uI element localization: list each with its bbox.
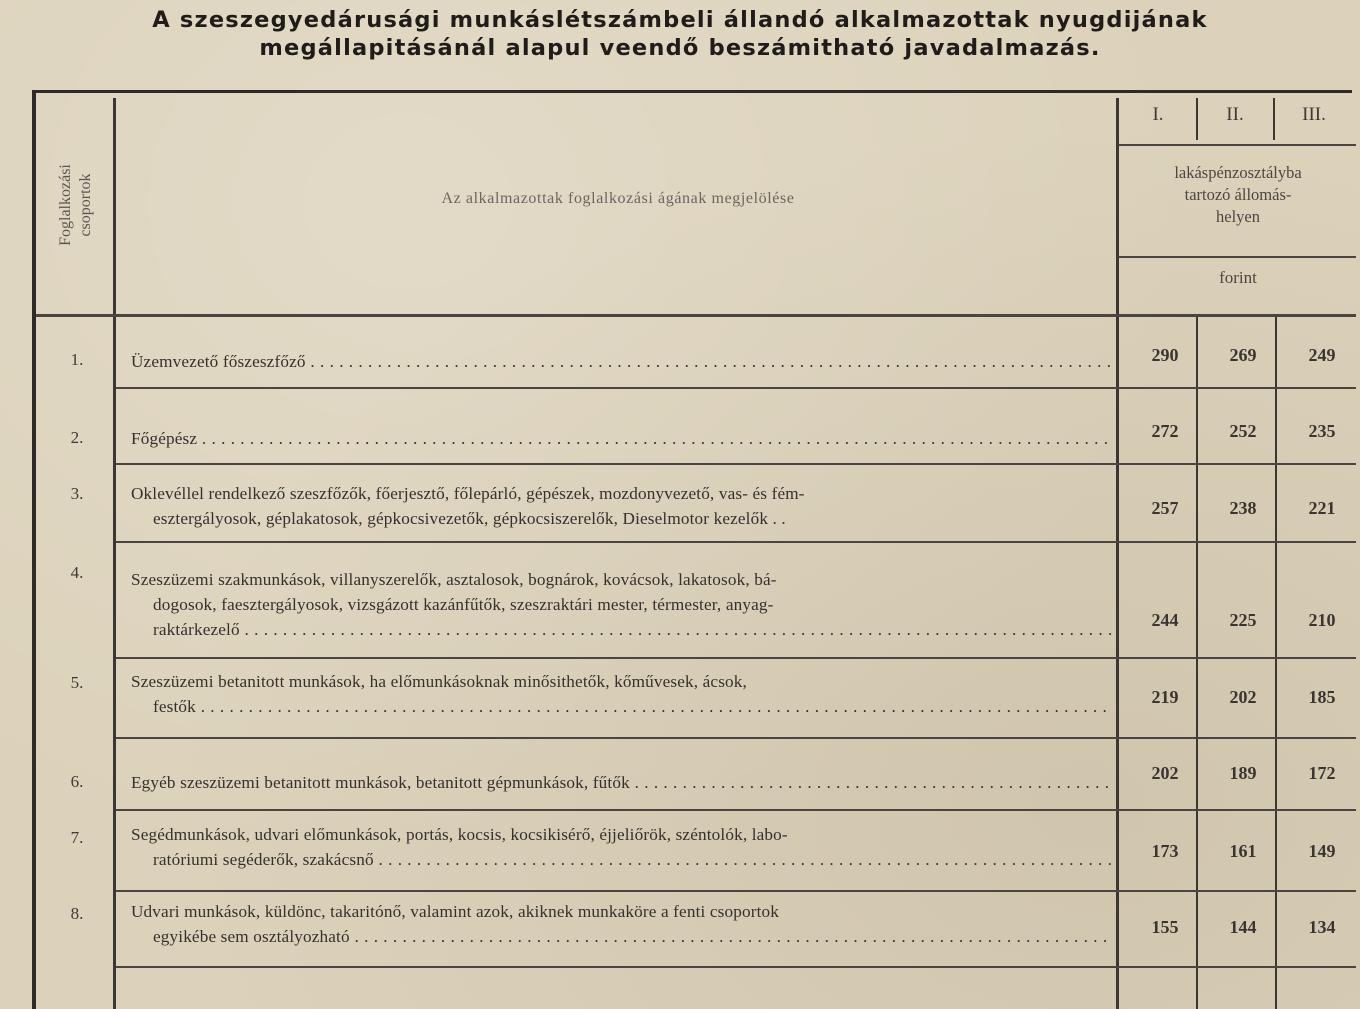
header-group-col [40, 100, 112, 310]
header-class-1: I. [1152, 104, 1164, 125]
header-class-3: III. [1302, 104, 1326, 125]
row-description-line: dogosok, faesztergályosok, vizsgázott kazánfűtők, szeszraktári mester, térmester, anyag- [153, 595, 774, 614]
rule-class-1-2 [1196, 316, 1198, 1009]
row-value-class-2: 161 [1229, 841, 1257, 861]
row-value-class-2: 189 [1229, 763, 1257, 783]
header-class-caption-line-2: tartozó állomás- [1184, 185, 1292, 204]
rule-class-2-3 [1275, 316, 1277, 1009]
row-description [131, 822, 1111, 872]
row-value-class-3: 249 [1308, 345, 1336, 365]
header-group-line-2: csoportok [77, 173, 94, 237]
row-description [131, 899, 1111, 949]
row-description-line: Egyéb szeszüzemi betanitott munkások, betanitott gépmunkások, fűtők . . . [131, 770, 1111, 795]
row-value-class-3: 185 [1308, 687, 1336, 707]
row-value-class-2: 144 [1229, 917, 1257, 937]
row-description [131, 669, 1111, 719]
row-description [131, 426, 1111, 451]
row-number: 2. [70, 428, 84, 447]
row-value-class-3: 210 [1308, 610, 1336, 630]
row-description-line: ratóriumi segéderők, szakácsnő . . . [131, 847, 1111, 872]
row-value-class-2: 225 [1229, 610, 1257, 630]
rule-class-caption-top [1118, 144, 1356, 146]
title-line-1: A szeszegyedárusági munkáslétszámbeli állandó alkalmazottak nyugdijának [152, 7, 1208, 33]
row-number: 8. [70, 904, 84, 923]
row-description-line: Főgépész . . . [131, 426, 1111, 451]
row-value-class-1: 290 [1151, 345, 1179, 365]
row-number: 4. [70, 563, 84, 582]
row-description [131, 481, 1111, 531]
row-value-class-1: 202 [1151, 763, 1179, 783]
row-value-class-2: 202 [1229, 687, 1257, 707]
rule-row-4 [116, 657, 1356, 659]
row-number: 3. [70, 484, 84, 503]
header-unit: forint [1219, 268, 1257, 287]
row-description-line: Udvari munkások, küldönc, takaritónő, valamint azok, akiknek munkaköre a fenti csoportok [131, 902, 780, 921]
rule-row-2 [116, 463, 1356, 465]
row-value-class-1: 155 [1151, 917, 1179, 937]
row-number: 6. [70, 772, 84, 791]
rule-row-6 [116, 809, 1356, 811]
row-description [131, 770, 1111, 795]
header-class-2: II. [1226, 104, 1244, 125]
rule-unit-top [1118, 256, 1356, 258]
row-description-line: Oklevéllel rendelkező szeszfőzők, főerjesztő, főlepárló, gépészek, mozdonyvezető, vas- és fém- [131, 484, 805, 503]
row-value-class-3: 221 [1308, 498, 1336, 518]
row-value-class-1: 219 [1151, 687, 1179, 707]
row-description-line: Üzemvezető főszeszfőző . . . [131, 349, 1111, 374]
row-value-class-3: 235 [1308, 421, 1336, 441]
row-description-line: egyikébe sem osztályozható . . . [131, 924, 1111, 949]
rule-row-5 [116, 737, 1356, 739]
document-title [0, 6, 1360, 62]
header-desc-col: Az alkalmazottak foglalkozási ágának megjelölése [441, 190, 795, 207]
rule-after-group-col [113, 98, 116, 1009]
header-class-caption-line-1: lakáspénzosztályba [1174, 163, 1302, 182]
rule-after-desc-col [1116, 98, 1119, 1009]
row-value-class-2: 252 [1229, 421, 1257, 441]
row-description-line: Szeszüzemi betanitott munkások, ha előmunkásoknak minősithetők, kőművesek, ácsok, [131, 672, 747, 691]
row-description-line: Szeszüzemi szakmunkások, villanyszerelők, asztalosok, bognárok, kovácsok, lakatosok, bá- [131, 570, 777, 589]
row-value-class-3: 172 [1308, 763, 1336, 783]
header-class-caption-line-3: helyen [1216, 207, 1260, 226]
row-number: 7. [70, 828, 84, 847]
header-class-caption [1120, 162, 1356, 228]
row-description-line: raktárkezelő . . . [131, 617, 1111, 642]
row-value-class-1: 257 [1151, 498, 1179, 518]
rule-row-1 [116, 387, 1356, 389]
row-value-class-2: 269 [1229, 345, 1257, 365]
row-value-class-1: 244 [1151, 610, 1179, 630]
row-value-class-1: 272 [1151, 421, 1179, 441]
row-value-class-1: 173 [1151, 841, 1179, 861]
rule-header-bottom [36, 314, 1356, 317]
row-value-class-3: 149 [1308, 841, 1336, 861]
row-value-class-2: 238 [1229, 498, 1257, 518]
header-group-line-1: Foglalkozási [57, 164, 74, 246]
row-number: 5. [70, 673, 84, 692]
row-description-line: esztergályosok, géplakatosok, gépkocsivezetők, gépkocsiszerelők, Dieselmotor kezelők . . [153, 509, 786, 528]
rule-row-7 [116, 890, 1356, 892]
row-description-line: festők . . . [131, 694, 1111, 719]
row-description-line: Segédmunkások, udvari előmunkások, portás, kocsis, kocsikisérő, éjjeliőrök, széntolók, labo- [131, 825, 788, 844]
row-number: 1. [70, 350, 84, 369]
title-line-2: megállapitásánál alapul veendő beszámitható javadalmazás. [259, 35, 1101, 61]
rule-row-3 [116, 541, 1356, 543]
row-description [131, 349, 1111, 374]
row-value-class-3: 134 [1308, 917, 1336, 937]
row-description [131, 567, 1111, 642]
rule-row-8 [116, 966, 1356, 968]
